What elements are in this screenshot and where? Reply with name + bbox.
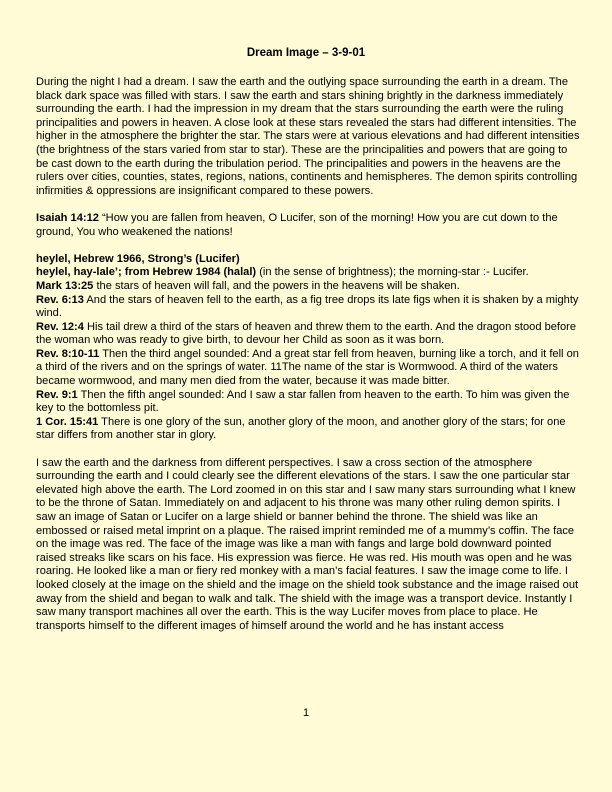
verse-text: There is one glory of the sun, another glory of the moon, and another glory of the stars; for one star differs from another star in glory.: [36, 415, 566, 442]
verse-ref: Isaiah 14:12: [36, 211, 99, 224]
paragraph-vision: I saw the earth and the darkness from different perspectives. I saw a cross section of the atmosphere surrounding the earth and I could clearly see the different elevations of the stars. I saw the one particular star elevated high above the earth. The Lord zoomed in on this star and I saw many stars surrounding what I knew to be the throne of Satan. Immediately on and adjacent to his throne was many other ruling demon spirits. I saw an image of Satan or Lucifer on a large shield or banner behind the throne. The shield was like an embossed or raised metal imprint on a plaque. The raised imprint reminded me of a mummy’s coffin. The face on the image was red. The face of the image was like a man with fangs and large bold downward pointed raised streaks like scars on his face. His expression was fierce. He was red. His mouth was open and he was roaring. He looked like a man or fiery red monkey with a man’s facial features. I saw the image come to life. I looked closely at the image on the shield and the image on the shield took substance and the image raised out away from the shield and began to walk and talk. The shield with the image was a transport device. Instantly I saw many transport machines all over the earth. This is the way Lucifer moves from place to place. He transports himself to the different images of himself around the world and he has instant access: [36, 456, 579, 632]
verse-text: “How you are fallen from heaven, O Lucifer, son of the morning! How you are cut down to the ground, You who weakened the nations!: [36, 211, 558, 238]
verse-item: [36, 294, 581, 321]
verse-text: the stars of heaven will fall, and the powers in the heavens will be shaken.: [93, 279, 460, 292]
verse-ref: Rev. 8:10-11: [36, 347, 100, 360]
verse-ref: Rev. 12:4: [36, 320, 84, 333]
verse-item: [36, 389, 581, 416]
isaiah-quote: [36, 212, 581, 239]
verse-ref: Rev. 9:1: [36, 388, 78, 401]
page-title: Dream Image – 3-9-01: [246, 47, 366, 59]
verse-ref: Rev. 6:13: [36, 293, 84, 306]
verse-item: [36, 348, 581, 389]
verse-ref: 1 Cor. 15:41: [36, 415, 99, 428]
verse-ref: Mark 13:25: [36, 279, 94, 292]
verse-text: His tail drew a third of the stars of heaven and threw them to the earth. And the dragon stood before the woman who was ready to give birth, to devour her Child as soon as it was born.: [36, 320, 577, 347]
heylel-definition: heylel, hay-lale’; from Hebrew 1984 (halal) (in the sense of brightness); the morning-star :- Lucifer.: [36, 266, 529, 279]
document-body: [36, 76, 581, 633]
verse-text: And the stars of heaven fell to the earth, as a fig tree drops its late figs when it is shaken by a mighty wind.: [36, 293, 579, 320]
verse-item: [36, 280, 581, 294]
heylel-heading: heylel, Hebrew 1966, Strong’s (Lucifer): [36, 252, 240, 265]
verse-item: [36, 416, 581, 443]
page-number: 1: [302, 707, 310, 719]
verse-text: Then the third angel sounded: And a great star fell from heaven, burning like a torch, and it fell on a third of the rivers and on the springs of water. 11The name of the star is Wormwood. A third of the waters became wormwood, and many men died from the water, because it was made bitter.: [36, 347, 579, 388]
verse-item: [36, 321, 581, 348]
verse-text: Then the fifth angel sounded: And I saw a star fallen from heaven to the earth. To him was given the key to the bottomless pit.: [36, 388, 570, 415]
paragraph-dream-intro: During the night I had a dream. I saw the earth and the outlying space surrounding the earth in a dream. The black dark space was filled with stars. I saw the earth and stars shining brightly in the darkness immediately surrounding the earth. I had the impression in my dream that the stars surrounding the earth were the ruling principalities and powers in heaven. A close look at these stars revealed the stars had different intensities. The higher in the atmosphere the brighter the star. The stars were at various elevations and had different intensities (the brightness of the stars varied from star to star). These are the principalities and powers that are going to be cast down to the earth during the tribulation period. The principalities and powers in the heavens are the rulers over cities, counties, states, regions, nations, continents and hemispheres. The demon spirits controlling infirmities & oppressions are insignificant compared to these powers.: [36, 76, 580, 197]
